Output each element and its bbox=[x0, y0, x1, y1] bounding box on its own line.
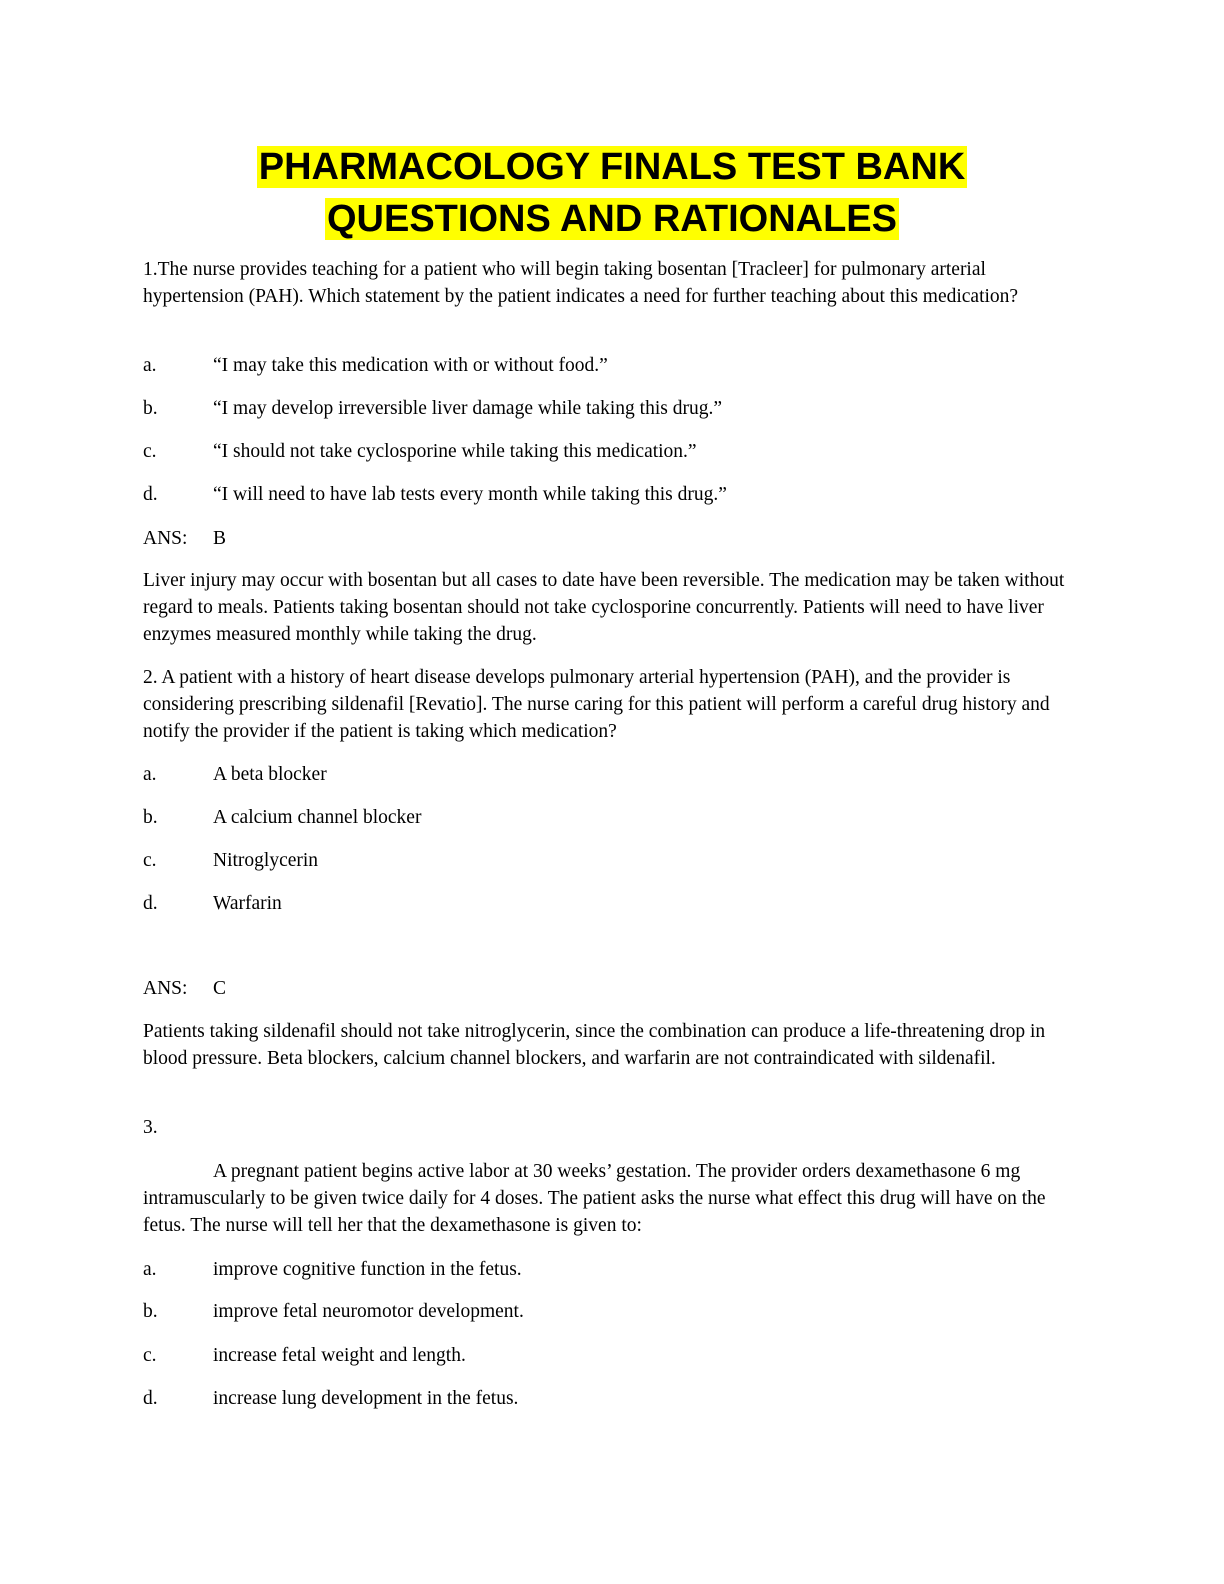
option-letter: c. bbox=[143, 441, 157, 462]
option-text: Warfarin bbox=[213, 893, 282, 914]
answer-value: B bbox=[213, 528, 227, 549]
option-text: A beta blocker bbox=[213, 764, 327, 785]
option-letter: b. bbox=[143, 398, 158, 419]
question-3-stem: A pregnant patient begins active labor at 30 weeks’ gestation. The provider orders dexamethasone 6 mg intramuscularly to be given twice daily for 4 doses. The patient asks the nurse what effect this drug will have on the fetus. The nurse will tell her that the dexamethasone is given to: bbox=[143, 1161, 1046, 1236]
option-text: “I may take this medication with or without food.” bbox=[213, 355, 608, 376]
option-text: Nitroglycerin bbox=[213, 850, 319, 871]
answer-value: C bbox=[213, 978, 227, 999]
option-letter: a. bbox=[143, 1259, 157, 1280]
option-letter: a. bbox=[143, 355, 157, 376]
option-letter: c. bbox=[143, 850, 157, 871]
question-3-number: 3. bbox=[143, 1117, 158, 1138]
option-letter: b. bbox=[143, 807, 158, 828]
question-1-rationale: Liver injury may occur with bosentan but all cases to date have been reversible. The medication may be taken without regard to meals. Patients taking bosentan should not take cyclosporine concurrently. Patients will need to have liver enzymes measured monthly while taking the drug. bbox=[143, 570, 1065, 645]
title-line-2: QUESTIONS AND RATIONALES bbox=[326, 198, 898, 240]
option-text: improve cognitive function in the fetus. bbox=[213, 1259, 522, 1280]
option-letter: b. bbox=[143, 1301, 158, 1322]
title-line-1: PHARMACOLOGY FINALS TEST BANK bbox=[258, 146, 966, 188]
option-letter: d. bbox=[143, 484, 158, 505]
question-1-stem: 1.The nurse provides teaching for a patient who will begin taking bosentan [Tracleer] for pulmonary arterial hypertension (PAH). Which statement by the patient indicates a need for further teaching about this medication? bbox=[143, 259, 1019, 307]
option-letter: c. bbox=[143, 1345, 157, 1366]
option-text: “I may develop irreversible liver damage while taking this drug.” bbox=[213, 398, 722, 419]
option-text: increase lung development in the fetus. bbox=[213, 1388, 519, 1409]
option-text: “I will need to have lab tests every month while taking this drug.” bbox=[213, 484, 727, 505]
answer-label: ANS: bbox=[143, 978, 188, 999]
document-title bbox=[0, 141, 1224, 245]
option-text: “I should not take cyclosporine while taking this medication.” bbox=[213, 441, 697, 462]
answer-label: ANS: bbox=[143, 528, 188, 549]
option-text: improve fetal neuromotor development. bbox=[213, 1301, 524, 1322]
question-2-rationale: Patients taking sildenafil should not take nitroglycerin, since the combination can produce a life-threatening drop in blood pressure. Beta blockers, calcium channel blockers, and warfarin are not contraindicated with sildenafil. bbox=[143, 1021, 1046, 1069]
question-2-stem: 2. A patient with a history of heart disease develops pulmonary arterial hypertension (PAH), and the provider is considering prescribing sildenafil [Revatio]. The nurse caring for this patient will perform a careful drug history and notify the provider if the patient is taking which medication? bbox=[143, 667, 1050, 742]
option-letter: a. bbox=[143, 764, 157, 785]
option-letter: d. bbox=[143, 893, 158, 914]
option-text: increase fetal weight and length. bbox=[213, 1345, 466, 1366]
option-letter: d. bbox=[143, 1388, 158, 1409]
option-text: A calcium channel blocker bbox=[213, 807, 422, 828]
